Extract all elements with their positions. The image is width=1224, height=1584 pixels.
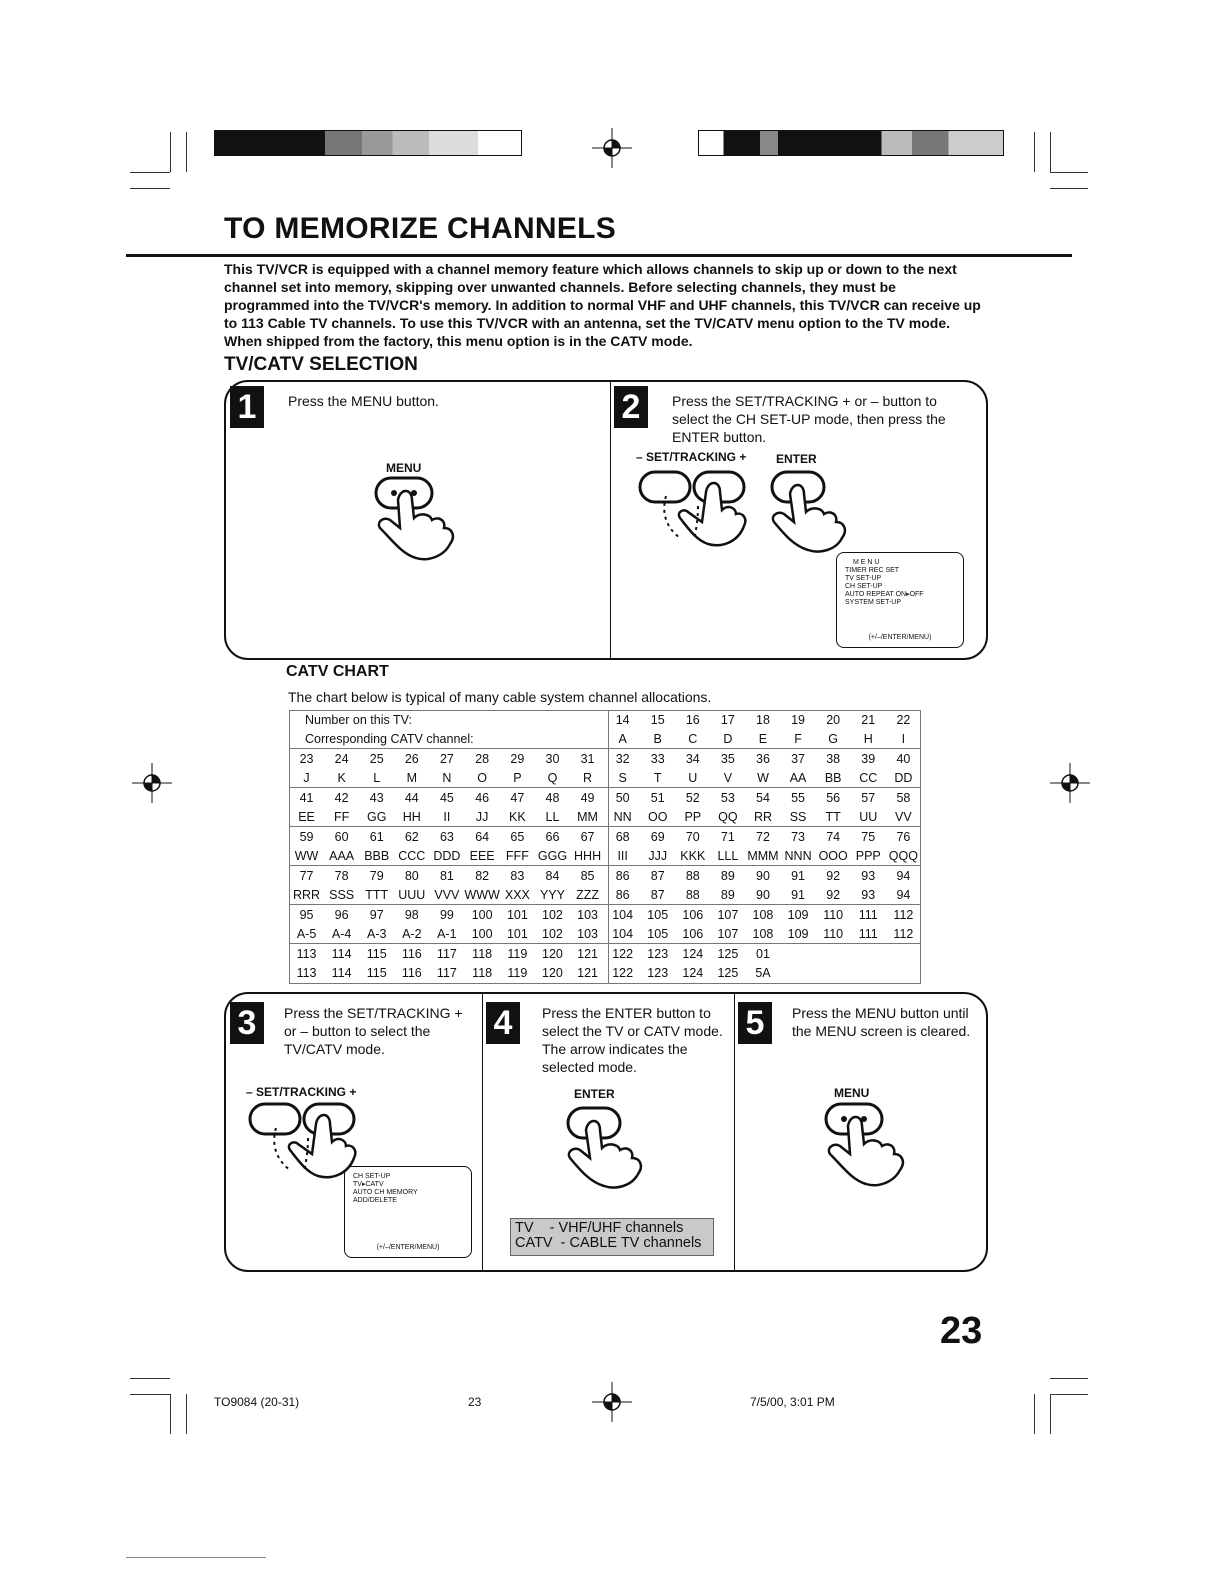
chart-cell: 37 [791, 751, 806, 766]
chart-cell: DD [886, 768, 921, 788]
chart-cell: 124 [682, 946, 704, 961]
chart-cell: 69 [650, 829, 665, 844]
chart-cell: D [710, 729, 745, 749]
chart-cell: 104 [612, 907, 634, 922]
color-bar-left [214, 130, 522, 156]
chart-cell: 35 [720, 751, 735, 766]
chart-cell: A-3 [359, 924, 394, 944]
intro-paragraph: This TV/VCR is equipped with a channel memory feature which allows channels to skip up or down to the next channel set into memory, skipping over unwanted channels. Before selecting channels, they must be programmed into the TV/VCR's memory. In addition to normal VHF and UHF channels, this TV/VCR can receive up to 113 Cable TV channels. To use this TV/VCR with an antenna, set the TV/CATV menu option to the TV mode. When shipped from the factory, this menu option is in the CATV mode. [224, 261, 981, 349]
chart-cell: 107 [710, 924, 745, 944]
chart-cell: 64 [475, 829, 490, 844]
chart-cell: 29 [510, 751, 525, 766]
chart-cell: YYY [535, 885, 570, 905]
chart-cell: LLL [710, 846, 745, 866]
chart-cell: 61 [369, 829, 384, 844]
chart-cell: AAA [324, 846, 359, 866]
osd-ch-item: CH SET-UP [353, 1173, 391, 1180]
chart-cell: 114 [331, 946, 352, 961]
chart-cell: HH [394, 807, 429, 827]
chart-cell: 39 [861, 751, 876, 766]
hand-press-tracking-icon [636, 466, 756, 556]
chart-header-label: Corresponding CATV channel: [289, 729, 605, 749]
chart-cell: M [394, 768, 429, 788]
chart-cell: RR [745, 807, 780, 827]
chart-cell: 121 [577, 965, 598, 980]
chart-cell: A-2 [394, 924, 429, 944]
chart-cell: MM [570, 807, 605, 827]
chart-cell: 14 [615, 712, 630, 727]
chart-cell: 89 [710, 885, 745, 905]
chart-cell: 51 [650, 790, 665, 805]
chart-cell: LL [535, 807, 570, 827]
chart-cell: 111 [851, 924, 886, 944]
chart-cell: 95 [299, 907, 314, 922]
chart-cell: 74 [826, 829, 841, 844]
chart-cell: 118 [472, 965, 493, 980]
step-2-text: Press the SET/TRACKING + or – button to select the CH SET-UP mode, then press the ENTER button. [672, 393, 946, 445]
chart-cell: 124 [682, 965, 704, 980]
chart-cell: 56 [826, 790, 841, 805]
chart-cell: 87 [640, 885, 675, 905]
chart-cell: 94 [886, 885, 921, 905]
chart-cell: 117 [436, 965, 457, 980]
chart-cell: NNN [781, 846, 816, 866]
osd-menu-item: TV SET-UP [845, 575, 882, 582]
step-5-label: MENU [834, 1086, 870, 1100]
chart-cell: 75 [861, 829, 876, 844]
chart-cell: 27 [439, 751, 454, 766]
chart-cell: 54 [756, 790, 770, 805]
chart-cell: 113 [296, 946, 317, 961]
chart-cell: 115 [366, 946, 387, 961]
chart-cell: 98 [404, 907, 419, 922]
chart-cell: 41 [299, 790, 314, 805]
chart-cell: UUU [394, 885, 429, 905]
chart-cell: 121 [577, 946, 598, 961]
chart-cell: 65 [510, 829, 525, 844]
chart-cell: A-1 [429, 924, 464, 944]
chart-cell: GGG [535, 846, 570, 866]
chart-cell: 87 [650, 868, 665, 883]
chart-cell: 30 [545, 751, 560, 766]
chart-cell: KKK [675, 846, 710, 866]
chart-cell: H [851, 729, 886, 749]
chart-cell: 118 [472, 946, 493, 961]
chart-cell: J [289, 768, 324, 788]
chart-cell: KK [500, 807, 535, 827]
chart-cell: WW [289, 846, 324, 866]
chart-cell: T [640, 768, 675, 788]
chart-cell: VV [886, 807, 921, 827]
chart-cell: S [605, 768, 640, 788]
page-title: TO MEMORIZE CHANNELS [224, 212, 617, 245]
chart-cell: CCC [394, 846, 429, 866]
chart-cell: 71 [720, 829, 735, 844]
chart-cell: 103 [570, 924, 605, 944]
chart-cell: 80 [404, 868, 419, 883]
osd-ch-item: AUTO CH MEMORY [353, 1189, 418, 1196]
chart-cell: BB [816, 768, 851, 788]
chart-cell: 22 [896, 712, 911, 727]
chart-cell: 84 [545, 868, 560, 883]
chart-cell: JJ [464, 807, 499, 827]
hand-press-menu-icon [822, 1100, 912, 1190]
chart-cell: TTT [359, 885, 394, 905]
step-1-text: Press the MENU button. [288, 393, 439, 409]
chart-cell: 33 [650, 751, 665, 766]
step-3-label: – SET/TRACKING + [246, 1085, 357, 1099]
chart-cell: 91 [791, 868, 806, 883]
chart-cell: 62 [404, 829, 419, 844]
chart-cell: XXX [500, 885, 535, 905]
chart-cell: 102 [535, 924, 570, 944]
chart-cell: 44 [404, 790, 419, 805]
chart-cell: 66 [545, 829, 560, 844]
chart-cell: SSS [324, 885, 359, 905]
chart-cell: 123 [647, 965, 669, 980]
chart-cell: JJJ [640, 846, 675, 866]
chart-cell: 112 [886, 924, 921, 944]
chart-cell: 34 [685, 751, 700, 766]
mode-legend [510, 1218, 714, 1256]
chart-cell [816, 963, 851, 982]
chart-cell: 125 [717, 946, 739, 961]
osd-menu-item: TIMER REC SET [845, 567, 900, 574]
chart-cell: 59 [299, 829, 314, 844]
osd-menu-footer: (+/–/ENTER/MENU) [868, 634, 932, 641]
chart-cell: 90 [745, 885, 780, 905]
chart-cell: ZZZ [570, 885, 605, 905]
chart-cell: 107 [717, 907, 739, 922]
chart-cell: FFF [500, 846, 535, 866]
chart-cell: 36 [756, 751, 770, 766]
chart-cell: CC [851, 768, 886, 788]
section-title: TV/CATV SELECTION [224, 354, 418, 375]
catv-chart-table [289, 710, 921, 982]
osd-ch-item: ADD/DELETE [353, 1197, 397, 1204]
chart-cell: 79 [369, 868, 384, 883]
chart-cell: V [710, 768, 745, 788]
step-2-label-enter: ENTER [776, 452, 817, 466]
chart-cell: EE [289, 807, 324, 827]
registration-mark-bottom [592, 1382, 632, 1422]
hand-press-enter-icon [564, 1102, 654, 1192]
registration-mark-top [592, 128, 632, 168]
chart-cell: P [500, 768, 535, 788]
registration-mark-right [1050, 763, 1090, 803]
chart-cell: NN [605, 807, 640, 827]
chart-cell: 16 [685, 712, 700, 727]
chart-cell: 67 [580, 829, 595, 844]
chart-cell: 72 [756, 829, 770, 844]
chart-cell: 100 [471, 907, 493, 922]
chart-cell: 106 [675, 924, 710, 944]
chart-cell: 120 [542, 965, 563, 980]
chart-cell: WWW [464, 885, 499, 905]
chart-cell: UU [851, 807, 886, 827]
step-4-number: 4 [486, 1002, 520, 1044]
chart-cell: PP [675, 807, 710, 827]
chart-cell [886, 944, 921, 964]
chart-cell: 42 [334, 790, 349, 805]
chart-cell: 122 [612, 965, 634, 980]
chart-cell: 70 [685, 829, 700, 844]
chart-cell: 110 [816, 924, 851, 944]
chart-cell: 76 [896, 829, 911, 844]
chart-cell: U [675, 768, 710, 788]
mode-catv: CATV - CABLE TV channels [515, 1235, 702, 1251]
chart-cell: L [359, 768, 394, 788]
chart-cell: 114 [331, 965, 352, 980]
chart-cell: 116 [401, 965, 422, 980]
chart-cell: 50 [615, 790, 630, 805]
chart-cell: 108 [745, 924, 780, 944]
chart-cell: 25 [369, 751, 384, 766]
chart-cell: 92 [826, 868, 841, 883]
chart-cell: 101 [506, 907, 528, 922]
chart-cell: 106 [682, 907, 704, 922]
chart-cell [851, 944, 886, 964]
chart-cell: 20 [826, 712, 841, 727]
chart-cell: F [781, 729, 816, 749]
chart-cell: 55 [791, 790, 806, 805]
step-5-text: Press the MENU button until the MENU screen is cleared. [792, 1005, 971, 1039]
chart-cell: 48 [545, 790, 560, 805]
chart-cell: 58 [896, 790, 911, 805]
chart-cell: 119 [507, 946, 528, 961]
chart-cell: 73 [791, 829, 806, 844]
footer-page: 23 [468, 1395, 482, 1409]
chart-cell: DDD [429, 846, 464, 866]
chart-cell: 26 [404, 751, 419, 766]
page-number: 23 [940, 1310, 983, 1352]
chart-cell: OOO [816, 846, 851, 866]
chart-cell: 94 [896, 868, 911, 883]
chart-cell: 105 [647, 907, 669, 922]
color-bar-right [698, 130, 1004, 156]
step-4-label: ENTER [574, 1087, 615, 1101]
chart-cell: 110 [823, 907, 844, 922]
chart-cell: VVV [429, 885, 464, 905]
chart-cell: O [464, 768, 499, 788]
chart-cell: 46 [475, 790, 490, 805]
chart-cell: A [605, 729, 640, 749]
chart-cell: 108 [752, 907, 774, 922]
chart-cell: 123 [647, 946, 669, 961]
chart-cell [886, 963, 921, 982]
chart-cell: N [429, 768, 464, 788]
chart-cell: 49 [580, 790, 595, 805]
osd-menu-title: M E N U [853, 559, 880, 566]
chart-cell: 119 [507, 965, 528, 980]
chart-cell: 89 [720, 868, 735, 883]
chart-cell: 101 [500, 924, 535, 944]
chart-cell: 40 [896, 751, 911, 766]
chart-cell: 85 [580, 868, 595, 883]
step-3-number: 3 [230, 1002, 264, 1044]
step-4-text: Press the ENTER button to select the TV or CATV mode. The arrow indicates the selected mode. [542, 1005, 723, 1075]
chart-cell: II [429, 807, 464, 827]
steps-panel-top [224, 380, 988, 660]
chart-cell: R [570, 768, 605, 788]
chart-cell: 90 [756, 868, 770, 883]
chart-cell: MMM [745, 846, 780, 866]
chart-cell: 77 [299, 868, 314, 883]
step-5-number: 5 [738, 1002, 772, 1044]
chart-cell: 83 [510, 868, 525, 883]
catv-chart-title: CATV CHART [286, 663, 389, 680]
chart-cell: 122 [612, 946, 634, 961]
chart-cell: GG [359, 807, 394, 827]
chart-cell: EEE [464, 846, 499, 866]
chart-cell: SS [781, 807, 816, 827]
chart-cell: 23 [299, 751, 314, 766]
chart-cell: 91 [781, 885, 816, 905]
chart-cell: 97 [369, 907, 384, 922]
chart-cell: 28 [475, 751, 490, 766]
chart-cell: FF [324, 807, 359, 827]
chart-cell: 43 [369, 790, 384, 805]
chart-cell: 82 [475, 868, 490, 883]
chart-cell: 125 [717, 965, 739, 980]
chart-cell: E [745, 729, 780, 749]
chart-cell: 21 [861, 712, 876, 727]
hand-press-menu-icon [372, 474, 462, 564]
chart-cell: 17 [720, 712, 735, 727]
chart-cell: OO [640, 807, 675, 827]
chart-cell: 113 [296, 965, 317, 980]
catv-chart-description: The chart below is typical of many cable system channel allocations. [288, 689, 712, 705]
step-1-label: MENU [386, 461, 422, 475]
osd-ch-setup [344, 1166, 472, 1258]
chart-cell: 63 [439, 829, 454, 844]
chart-cell: B [640, 729, 675, 749]
chart-cell: BBB [359, 846, 394, 866]
chart-cell: 68 [615, 829, 630, 844]
chart-cell: 93 [851, 885, 886, 905]
chart-cell: 81 [439, 868, 454, 883]
chart-cell: 57 [861, 790, 876, 805]
step-1-number: 1 [230, 386, 264, 428]
chart-cell: A-4 [324, 924, 359, 944]
chart-cell: 111 [858, 907, 878, 922]
chart-cell: 15 [650, 712, 665, 727]
chart-header-label: Number on this TV: [305, 712, 412, 727]
chart-cell: TT [816, 807, 851, 827]
chart-cell: K [324, 768, 359, 788]
step-3-text: Press the SET/TRACKING + or – button to select the TV/CATV mode. [284, 1005, 463, 1057]
chart-cell: 45 [439, 790, 454, 805]
chart-cell: 60 [334, 829, 349, 844]
chart-cell: 103 [577, 907, 598, 922]
chart-cell: HHH [570, 846, 605, 866]
osd-menu-item: SYSTEM SET-UP [845, 599, 902, 606]
chart-cell: 01 [756, 946, 770, 961]
chart-cell: 88 [675, 885, 710, 905]
chart-cell: 120 [542, 946, 563, 961]
registration-mark-left [132, 763, 172, 803]
chart-cell: 92 [816, 885, 851, 905]
footer-doc-id: TO9084 (20-31) [214, 1395, 300, 1409]
chart-cell: 99 [439, 907, 454, 922]
chart-cell: 86 [605, 885, 640, 905]
chart-cell: 38 [826, 751, 841, 766]
chart-cell: III [605, 846, 640, 866]
chart-cell: 32 [615, 751, 630, 766]
chart-cell: 93 [861, 868, 876, 883]
chart-cell: 78 [334, 868, 349, 883]
mode-tv: TV - VHF/UHF channels [515, 1220, 684, 1236]
chart-cell: 109 [787, 907, 809, 922]
chart-cell: 19 [791, 712, 806, 727]
chart-cell: 88 [685, 868, 700, 883]
step-2-label-tracking: – SET/TRACKING + [636, 450, 747, 464]
chart-cell: PPP [851, 846, 886, 866]
chart-cell: RRR [289, 885, 324, 905]
chart-cell: A-5 [289, 924, 324, 944]
chart-cell: 31 [580, 751, 595, 766]
chart-cell: 53 [720, 790, 735, 805]
chart-cell: QQ [710, 807, 745, 827]
chart-cell: W [745, 768, 780, 788]
osd-main-menu [836, 552, 964, 648]
chart-cell: 105 [640, 924, 675, 944]
title-rule [126, 254, 1072, 257]
chart-cell: C [675, 729, 710, 749]
hand-press-enter-icon [768, 466, 858, 556]
chart-cell: 18 [756, 712, 770, 727]
chart-cell: QQQ [886, 846, 921, 866]
osd-ch-item: TV▸CATV [353, 1181, 384, 1188]
osd-menu-item: AUTO REPEAT ON▸OFF [845, 591, 924, 598]
chart-cell: 5A [755, 965, 771, 980]
chart-cell: 102 [542, 907, 563, 922]
osd-ch-footer: (+/–/ENTER/MENU) [376, 1244, 440, 1251]
chart-cell: 52 [685, 790, 700, 805]
chart-cell [781, 944, 816, 964]
chart-cell: 104 [605, 924, 640, 944]
chart-cell: 86 [615, 868, 630, 883]
chart-cell: 47 [510, 790, 525, 805]
chart-cell: Q [535, 768, 570, 788]
step-2-number: 2 [614, 386, 648, 428]
chart-cell [851, 963, 886, 982]
osd-menu-item: CH SET-UP [845, 583, 883, 590]
chart-cell: 112 [893, 907, 914, 922]
chart-cell: G [816, 729, 851, 749]
chart-cell: AA [781, 768, 816, 788]
footer-date: 7/5/00, 3:01 PM [750, 1395, 835, 1409]
steps-panel-bottom [224, 992, 988, 1272]
chart-cell: 24 [334, 751, 349, 766]
chart-cell: 109 [781, 924, 816, 944]
chart-cell: 96 [334, 907, 349, 922]
chart-cell [781, 963, 816, 982]
chart-cell: I [886, 729, 921, 749]
chart-cell [816, 944, 851, 964]
chart-cell: 115 [366, 965, 387, 980]
chart-cell: 117 [436, 946, 457, 961]
chart-cell: 116 [401, 946, 422, 961]
chart-cell: 100 [464, 924, 499, 944]
